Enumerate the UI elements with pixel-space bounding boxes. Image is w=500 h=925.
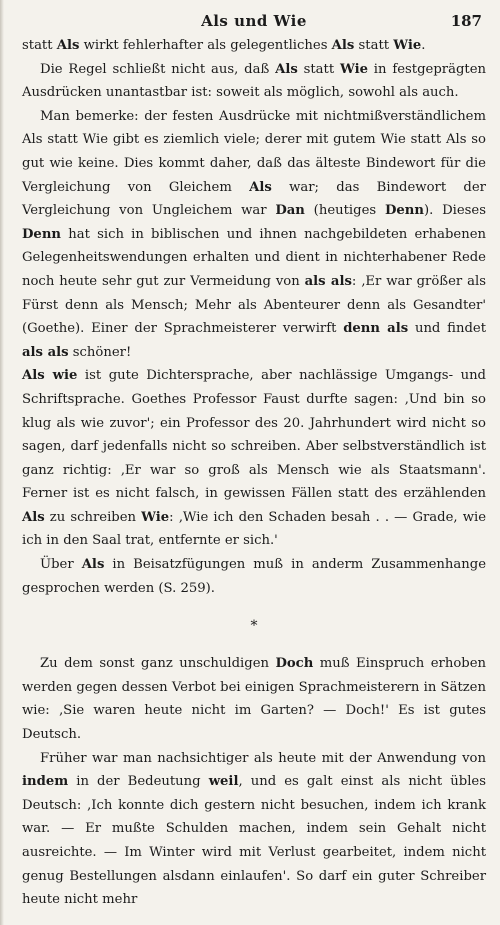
emphasis: Als <box>331 38 355 53</box>
emphasis: als als <box>304 273 352 289</box>
paragraph <box>22 652 486 746</box>
text-run: : ‚Er war größer als Fürst denn als Mensch; Mehr als Abenteurer denn als Gesandter' (Goethe). Einer der Sprachmeisterer verwirft <box>22 273 486 337</box>
emphasis: Denn <box>22 226 62 242</box>
text-run: zu schreiben <box>44 509 142 525</box>
emphasis: indem <box>22 774 69 790</box>
text-run: muß Einspruch erhoben werden gegen dessen Verbot bei einigen Sprachmeisterern in Sätzen wie: ‚Sie waren heute nicht im Garten? — Doch!' Es ist gutes Deutsch. <box>22 656 486 743</box>
text-run: war; das Bindewort der Vergleichung von Ungleichem war <box>22 179 486 219</box>
text-run: in der Bedeutung <box>68 774 209 790</box>
text-run: und findet <box>408 321 486 337</box>
text-run: statt <box>22 38 57 53</box>
emphasis: denn als <box>343 321 409 337</box>
emphasis: Wie <box>141 509 170 525</box>
emphasis: Als <box>249 179 272 195</box>
emphasis: Denn <box>384 203 424 219</box>
text-run: ). Dieses <box>423 203 486 219</box>
emphasis: Als <box>81 557 105 573</box>
paragraph <box>22 58 486 105</box>
paragraph <box>22 553 486 600</box>
emphasis: Wie <box>393 38 422 53</box>
emphasis: Wie <box>339 61 368 77</box>
text-run: in Beisatzfügungen muß in anderm Zusammenhange gesprochen werden (S. 259). <box>22 557 486 596</box>
emphasis: als als <box>22 344 69 360</box>
paragraph <box>22 364 486 553</box>
emphasis: Doch <box>275 656 314 672</box>
page-number: 187 <box>450 12 482 30</box>
page-gutter <box>0 0 4 925</box>
emphasis: Als <box>56 38 80 53</box>
emphasis: Dan <box>275 203 305 219</box>
text-run: ist gute Dichtersprache, aber nachlässige Umgangs- und Schriftsprache. Goethes Professor Faust durfte sagen: ‚Und bin so klug als wie zuvor'; ein Professor des 20. Jahrhundert wird nicht so sagen, darf jedenfalls nicht so schreiben. Aber selbstverständlich ist ganz richtig: ‚Er war so groß als Mensch wie als Staatsmann'. Ferner ist es nicht falsch, in gewissen Fällen statt des erzählenden <box>22 368 486 502</box>
running-title: Als und Wie <box>201 12 307 30</box>
text-run: wirkt fehlerhafter als gelegentliches <box>79 38 332 53</box>
emphasis: Als wie <box>22 368 78 384</box>
text-run: statt <box>354 38 394 53</box>
text-run: Früher war man nachsichtiger als heute mit der Anwendung von <box>40 750 486 766</box>
text-run: Zu dem sonst ganz unschuldigen <box>40 656 276 672</box>
text-run: : ‚Wie ich den Schaden besah . . — Grade, wie ich in den Saal trat, entfernte er sich.' <box>22 509 487 549</box>
paragraph <box>22 34 486 58</box>
text-run: hat sich in biblischen und ihnen nachgebildeten erhabenen Gelegenheitswendungen erhalten und dient in nichterhabener Rede noch heute sehr gut zur Vermeidung von <box>22 226 486 289</box>
paragraph <box>22 105 486 365</box>
text-run: Die Regel schließt nicht aus, daß <box>40 61 276 77</box>
text-run: Über <box>40 557 82 573</box>
text-run: , und es galt einst als nicht übles Deutsch: ‚Ich konnte dich gestern nicht besuchen, indem ich krank war. — Er mußte Schulden machen, indem sein Gehalt nicht ausreichte. — Im Winter wird mit Verlust gearbeitet, indem nicht genug Bestellungen alsdann einlaufen'. So darf ein guter Schreiber heute nicht mehr <box>22 774 486 908</box>
body-text <box>22 34 486 912</box>
text-run: schöner! <box>68 344 132 360</box>
text-run: (heutiges <box>304 203 385 219</box>
text-run: statt <box>297 61 340 77</box>
text-run: Man bemerke: der festen Ausdrücke mit nichtmißverständlichem Als statt Wie gibt es ziemlich viele; derer mit gutem Wie statt Als so gut wie keine. Dies kommt daher, daß das älteste Bindewort für die Vergleichung von Gleichem <box>22 108 486 195</box>
text-run: . <box>421 38 426 53</box>
section-separator: * <box>250 618 258 635</box>
text-run: in festgeprägten Ausdrücken unantastbar ist: soweit als möglich, sowohl als auch. <box>22 61 486 101</box>
paragraph <box>22 747 486 912</box>
emphasis: Als <box>275 61 298 77</box>
page-header <box>22 8 486 34</box>
emphasis: weil <box>208 774 239 790</box>
emphasis: Als <box>22 509 45 525</box>
